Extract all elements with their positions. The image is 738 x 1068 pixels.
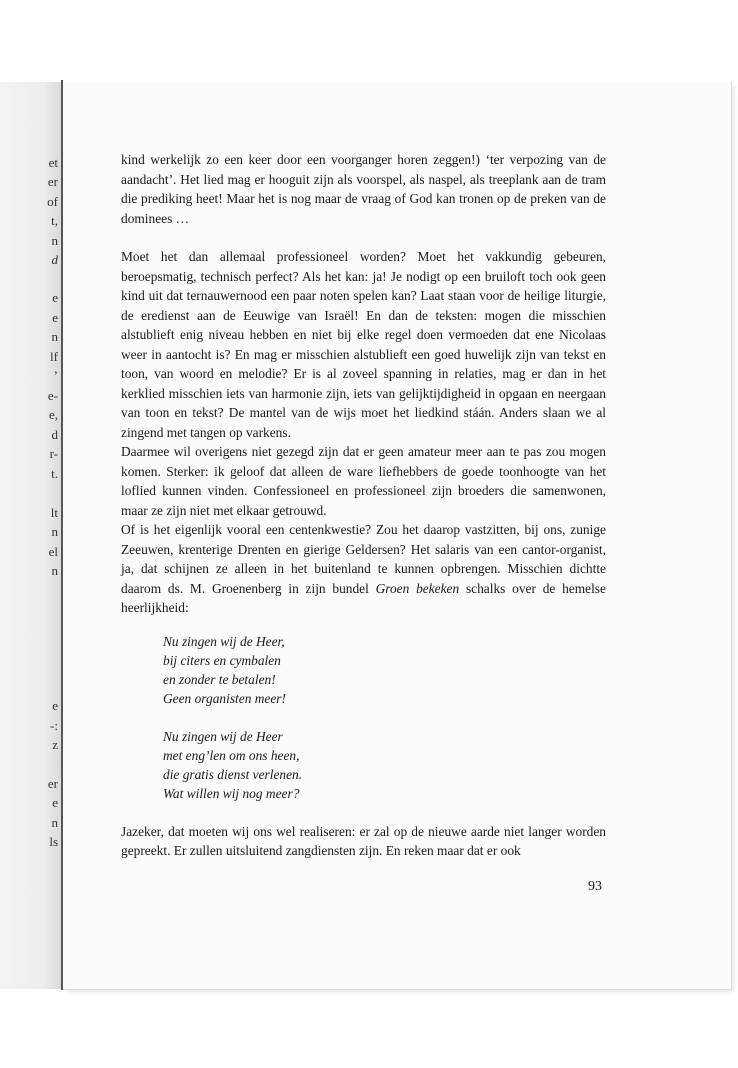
- book-title: Groen bekeken: [375, 580, 460, 596]
- previous-page-fragment: t,: [51, 213, 58, 228]
- poem-stanza-2: [163, 727, 606, 803]
- paragraph-4-end: schalks over de hemelse heerlijkheid:: [121, 580, 606, 615]
- previous-page-fragment: t.: [51, 466, 58, 481]
- previous-page-fragment: er: [47, 174, 58, 189]
- poem-line: en zonder te betalen!: [163, 671, 276, 687]
- previous-page-fragment: n: [51, 329, 58, 344]
- previous-page-fragment: d: [51, 252, 58, 267]
- poem-line: bij citers en cymbalen: [163, 652, 281, 668]
- previous-page-fragment: et: [48, 155, 58, 170]
- page-number: 93: [588, 879, 602, 894]
- previous-page-text-fragments: [0, 82, 62, 989]
- previous-page-fragment: e: [52, 795, 58, 810]
- previous-page-fragment: er: [47, 776, 58, 791]
- previous-page-fragment: -:: [50, 718, 58, 733]
- previous-page-fragment: e: [52, 290, 58, 305]
- previous-page-fragment: z: [52, 737, 58, 752]
- previous-page-fragment: ’: [53, 368, 58, 383]
- previous-page-fragment: n: [51, 815, 58, 830]
- previous-page-fragment: e,: [48, 407, 58, 422]
- paragraph-3: Daarmee wil overigens niet gezegd zijn dat er geen amateur meer aan te pas zou mogen komen. Sterker: ik geloof dat alleen de ware liefhebbers de goede toonhoogte van het loflied kunnen vinden. Confessioneel en professioneel zijn broeders die samenwonen, maar ze zijn niet met elkaar getrouwd.: [121, 444, 606, 518]
- paragraph-4-text: Of is het eigenlijk vooral een centenkwestie? Zou het daarop vastzitten, bij ons, zunige Zeeuwen, krenterige Drenten en gierige Geldersen? Het salaris van een cantor-organist, ja, dat schijnen ze alleen in het buitenland te kunnen opbrengen. Misschien dichtte daarom ds. M. Groenenberg in zijn bundel: [121, 522, 606, 596]
- previous-page-fragment: ls: [49, 834, 58, 849]
- previous-page-edge: [0, 82, 62, 989]
- paragraph-2: Moet het dan allemaal professioneel worden? Moet het vakkundig gebeuren, beroepsmatig, technisch perfect? Als het kan: ja! Je nodigt op een bruiloft toch ook geen kind uit dat ternauwernood een paar noten spelen kan? Laat staan voor de heilige liturgie, de eredienst aan de Eeuwige van Israël! En dan de teksten: mogen die misschien alstublieft enig niveau hebben en niet bij elke regel doen vermoeden dat ene Nicolaas weer in aantocht is? En mag er misschien alstublieft een goed huwelijk zijn van tekst en toon, van woord en melodie? Er is al zoveel spanning in relaties, mag er dan in het kerklied misschien iets van harmonie zijn, iets van gelijktijdigheid in opgaan en neergaan van toon en tekst? De mantel van de wijs moet het liedkind stáán. Anders slaan we al zingend met tangen op varkens.: [121, 249, 606, 440]
- poem-line: Wat willen wij nog meer?: [163, 785, 300, 801]
- previous-page-fragment: n: [51, 524, 58, 539]
- previous-page-fragment: d: [51, 427, 58, 442]
- page-body-text: [121, 150, 606, 861]
- previous-page-fragment: lt: [50, 505, 58, 520]
- previous-page-fragment: el: [48, 544, 58, 559]
- paragraph-1: kind werkelijk zo een keer door een voorganger horen zeggen!) ‘ter verpozing van de aandacht’. Het lied mag er hooguit zijn als voorspel, als naspel, als treeplank aan de tram die prediking heet! Maar het is nog maar de vraag of God kan tronen op de preken van de dominees …: [121, 152, 606, 226]
- previous-page-fragment: n: [51, 563, 58, 578]
- poem-line: Geen organisten meer!: [163, 690, 286, 706]
- poem-line: Nu zingen wij de Heer,: [163, 633, 285, 649]
- poem-line: met eng’len om ons heen,: [163, 747, 300, 763]
- poem: [163, 632, 606, 803]
- poem-line: Nu zingen wij de Heer: [163, 728, 283, 744]
- previous-page-fragment: lf: [50, 349, 58, 364]
- poem-stanza-1: [163, 632, 606, 708]
- previous-page-fragment: e: [52, 698, 58, 713]
- paragraph-5: Jazeker, dat moeten wij ons wel realiseren: er zal op de nieuwe aarde niet langer worden gepreekt. Er zullen uitsluitend zangdiensten zijn. En reken maar dat er ook: [121, 823, 606, 858]
- previous-page-fragment: e-: [47, 388, 58, 403]
- previous-page-fragment: e: [52, 310, 58, 325]
- paragraph-4: [121, 520, 606, 618]
- poem-line: die gratis dienst verlenen.: [163, 766, 303, 782]
- previous-page-fragment: n: [51, 233, 58, 248]
- previous-page-fragment: r-: [49, 446, 58, 461]
- previous-page-fragment: of: [47, 194, 58, 209]
